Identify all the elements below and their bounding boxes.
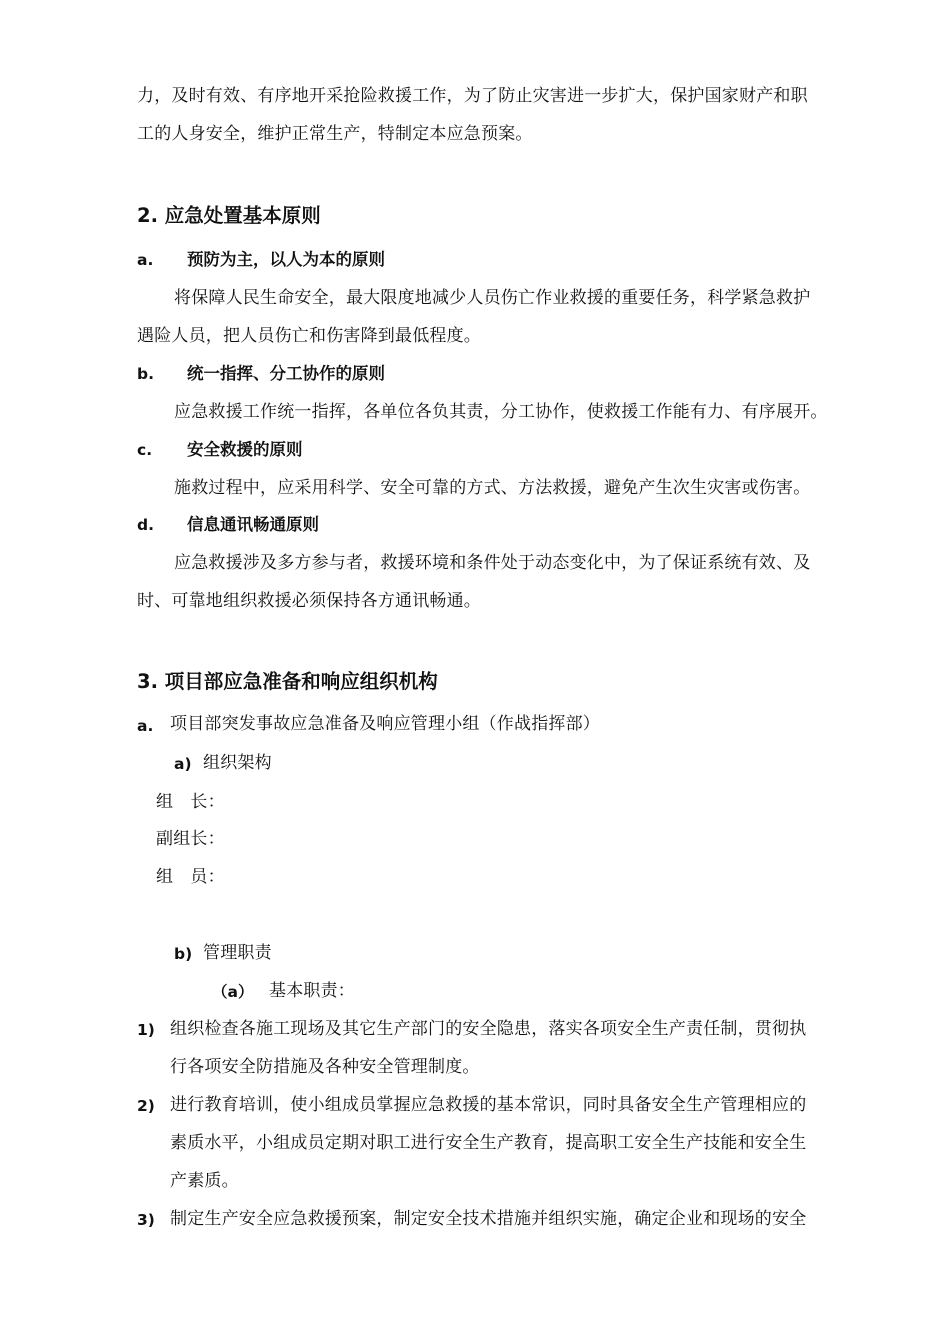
list-item-line: 素质水平，小组成员定期对职工进行安全生产教育，提高职工安全生产技能和安全生	[170, 1133, 807, 1153]
role-label-deputy: 副组长：	[156, 829, 225, 849]
role-label-member: 组 员：	[156, 867, 225, 887]
role-label-leader: 组 长：	[156, 792, 225, 812]
section-heading: 2. 应急处置基本原则	[137, 204, 321, 227]
list-item-line: 行各项安全防措施及各种安全管理制度。	[170, 1057, 480, 1077]
intro-line: 工的人身安全，维护正常生产，特制定本应急预案。	[137, 124, 533, 144]
item-marker: a.	[137, 717, 154, 735]
sub-title: 管理职责	[203, 943, 272, 963]
section-heading: 3. 项目部应急准备和响应组织机构	[137, 670, 438, 693]
list-item-line: 进行教育培训，使小组成员掌握应急救援的基本常识，同时具备安全生产管理相应的	[170, 1095, 807, 1115]
body-line: 施救过程中，应采用科学、安全可靠的方式、方法救援，避免产生次生灾害或伤害。	[174, 478, 811, 498]
sub-marker: （a）	[212, 983, 254, 1001]
body-line: 遇险人员，把人员伤亡和伤害降到最低程度。	[137, 326, 481, 346]
body-line: 时、可靠地组织救援必须保持各方通讯畅通。	[137, 591, 481, 611]
body-line: 应急救援涉及多方参与者，救援环境和条件处于动态变化中，为了保证系统有效、及	[174, 553, 811, 573]
item-marker: c.	[137, 441, 153, 459]
intro-line: 力，及时有效、有序地开采抢险救援工作，为了防止灾害进一步扩大，保护国家财产和职	[137, 86, 808, 106]
principle-heading: 信息通讯畅通原则	[187, 515, 319, 534]
group-title: 项目部突发事故应急准备及响应管理小组（作战指挥部）	[170, 714, 600, 734]
list-marker: 3)	[137, 1211, 155, 1229]
principle-heading: 预防为主，以人为本的原则	[187, 250, 385, 269]
sub-title: 基本职责：	[269, 981, 355, 1001]
body-line: 应急救援工作统一指挥，各单位各负其责，分工协作，使救援工作能有力、有序展开。	[174, 402, 828, 422]
list-marker: 1)	[137, 1021, 155, 1039]
sub-marker: b)	[174, 945, 193, 963]
body-line: 将保障人民生命安全，最大限度地减少人员伤亡作业救援的重要任务，科学紧急救护	[174, 288, 811, 308]
list-marker: 2)	[137, 1097, 155, 1115]
list-item-line: 产素质。	[170, 1171, 239, 1191]
list-item-line: 组织检查各施工现场及其它生产部门的安全隐患，落实各项安全生产责任制，贯彻执	[170, 1019, 807, 1039]
list-item-line: 制定生产安全应急救援预案，制定安全技术措施并组织实施，确定企业和现场的安全	[170, 1209, 807, 1229]
item-marker: a.	[137, 251, 154, 269]
item-marker: d.	[137, 516, 154, 534]
principle-heading: 统一指挥、分工协作的原则	[187, 364, 385, 383]
principle-heading: 安全救援的原则	[187, 440, 303, 459]
item-marker: b.	[137, 365, 154, 383]
sub-marker: a)	[174, 755, 192, 773]
sub-title: 组织架构	[203, 753, 272, 773]
